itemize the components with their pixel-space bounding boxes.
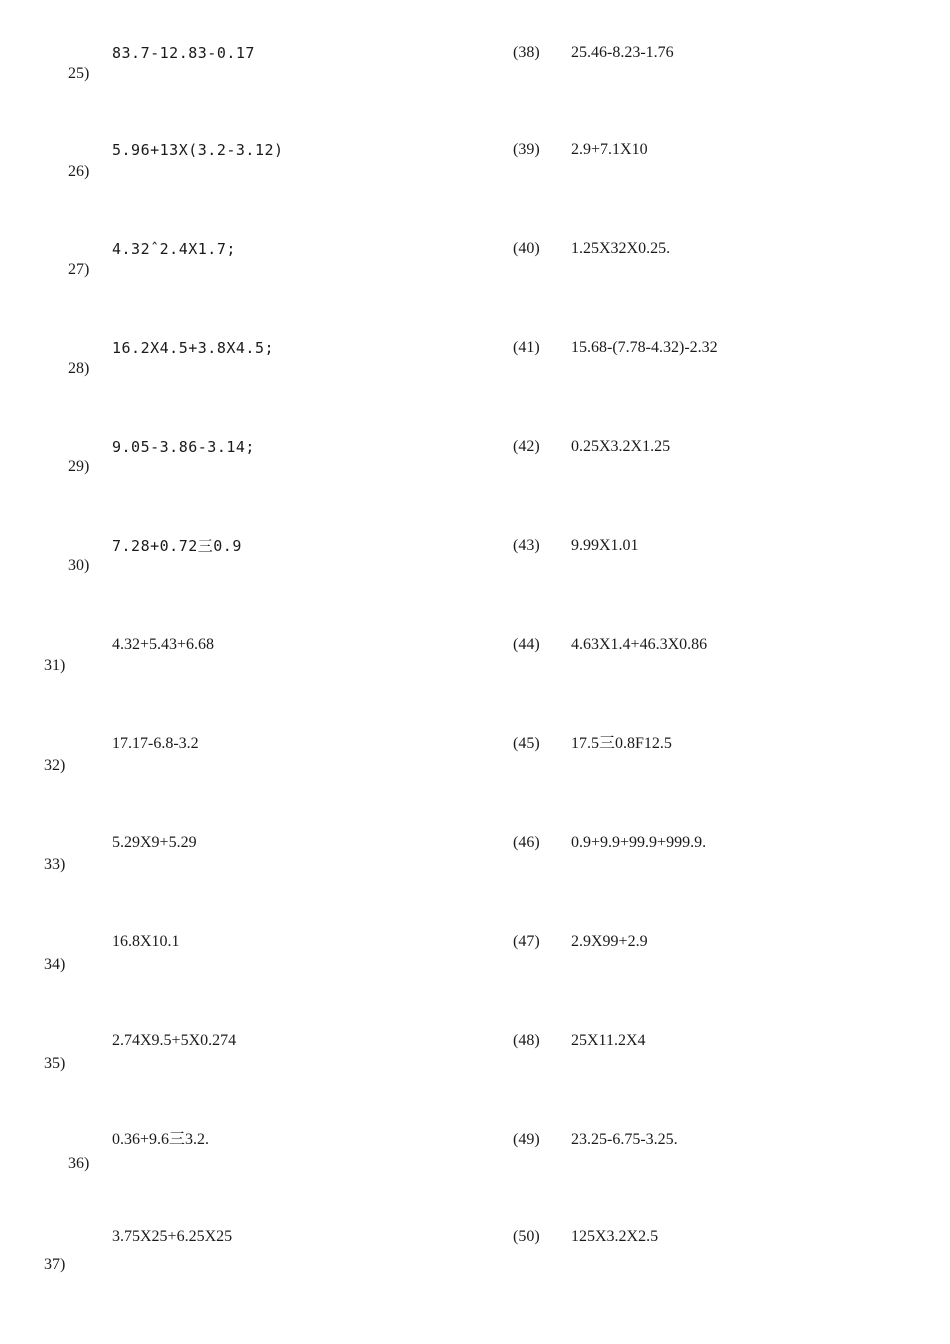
problem-34-expression: 16.8X10.1 <box>112 933 180 950</box>
problem-48-expression: 25X11.2X4 <box>571 1032 646 1049</box>
problem-48-number: (48) <box>513 1032 540 1049</box>
problem-49-number: (49) <box>513 1131 540 1148</box>
problem-44-expression: 4.63X1.4+46.3X0.86 <box>571 636 708 653</box>
problem-32-number: 32) <box>44 757 66 774</box>
problem-39-expression: 2.9+7.1X10 <box>571 141 648 158</box>
problem-35-number: 35) <box>44 1055 66 1072</box>
problem-32-expression: 17.17-6.8-3.2 <box>112 735 199 752</box>
problem-29-number: 29) <box>68 458 90 475</box>
problem-43-number: (43) <box>513 537 540 554</box>
problem-40-number: (40) <box>513 240 540 257</box>
problem-27-expression: 4.32ˆ2.4X1.7; <box>112 240 236 258</box>
problem-27-number: 27) <box>68 261 90 278</box>
problem-31-number: 31) <box>44 657 66 674</box>
problem-46-number: (46) <box>513 834 540 851</box>
problem-37-expression: 3.75X25+6.25X25 <box>112 1228 233 1245</box>
problem-34-number: 34) <box>44 956 66 973</box>
problem-31-expression: 4.32+5.43+6.68 <box>112 636 215 653</box>
problem-49-expression: 23.25-6.75-3.25. <box>571 1131 678 1148</box>
problem-33-number: 33) <box>44 856 66 873</box>
problem-26-number: 26) <box>68 163 90 180</box>
problem-41-expression: 15.68-(7.78-4.32)-2.32 <box>571 339 718 356</box>
problem-45-number: (45) <box>513 735 540 752</box>
problem-50-expression: 125X3.2X2.5 <box>571 1228 659 1245</box>
problem-30-number: 30) <box>68 557 90 574</box>
problem-43-expression: 9.99X1.01 <box>571 537 639 554</box>
problem-50-number: (50) <box>513 1228 540 1245</box>
problem-45-expression: 17.5三0.8F12.5 <box>571 735 672 752</box>
problem-26-expression: 5.96+13X(3.2-3.12) <box>112 141 284 159</box>
problem-38-number: (38) <box>513 44 540 61</box>
problem-30-expression: 7.28+0.72三0.9 <box>112 537 242 555</box>
problem-35-expression: 2.74X9.5+5X0.274 <box>112 1032 237 1049</box>
problem-38-expression: 25.46-8.23-1.76 <box>571 44 674 61</box>
problem-36-expression: 0.36+9.6三3.2. <box>112 1131 210 1148</box>
problem-37-number: 37) <box>44 1256 66 1273</box>
problem-46-expression: 0.9+9.9+99.9+999.9. <box>571 834 707 851</box>
problem-41-number: (41) <box>513 339 540 356</box>
problem-28-number: 28) <box>68 360 90 377</box>
problem-25-number: 25) <box>68 65 90 82</box>
problem-28-expression: 16.2X4.5+3.8X4.5; <box>112 339 275 357</box>
problem-42-expression: 0.25X3.2X1.25 <box>571 438 671 455</box>
problem-44-number: (44) <box>513 636 540 653</box>
problem-40-expression: 1.25X32X0.25. <box>571 240 671 257</box>
problem-29-expression: 9.05-3.86-3.14; <box>112 438 255 456</box>
problem-47-expression: 2.9X99+2.9 <box>571 933 648 950</box>
problem-39-number: (39) <box>513 141 540 158</box>
problem-47-number: (47) <box>513 933 540 950</box>
problem-42-number: (42) <box>513 438 540 455</box>
problem-33-expression: 5.29X9+5.29 <box>112 834 197 851</box>
problem-36-number: 36) <box>68 1155 90 1172</box>
problem-25-expression: 83.7-12.83-0.17 <box>112 44 255 62</box>
